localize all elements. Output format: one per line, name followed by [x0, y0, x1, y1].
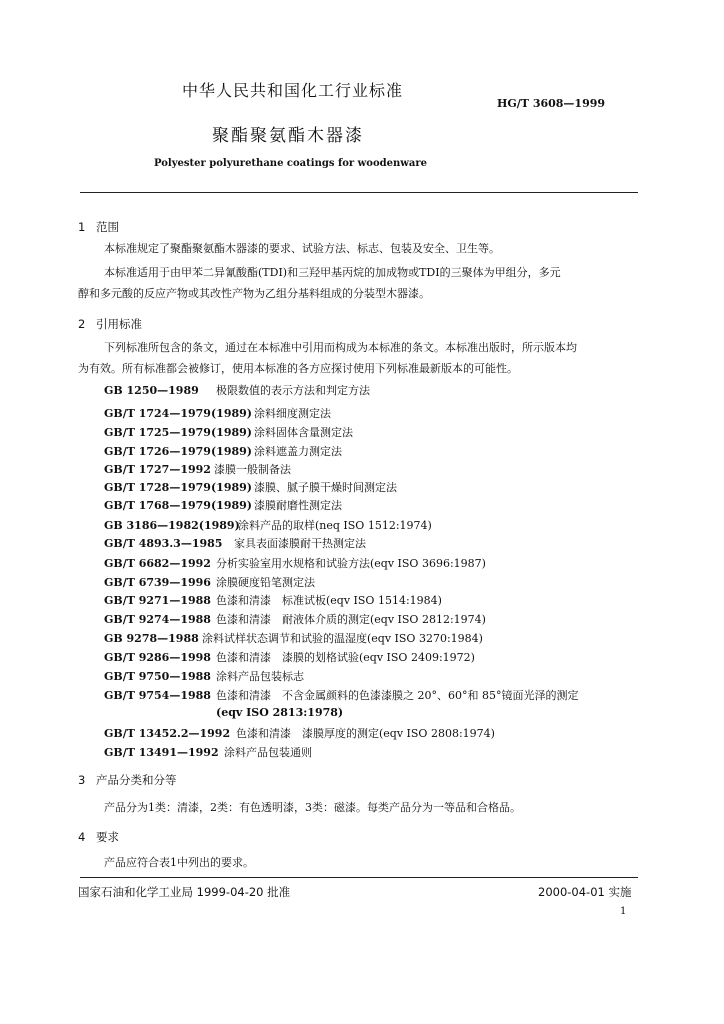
- reference-item: [104, 574, 315, 590]
- reference-title: 色漆和清漆 漆膜的划格试验(eqv ISO 2409:1972): [216, 651, 475, 664]
- reference-code: GB/T 9274—1988: [104, 613, 211, 626]
- reference-title: 涂膜硬度铅笔测定法: [216, 576, 315, 589]
- reference-code: GB/T 9286—1998: [104, 651, 211, 664]
- section-2-paragraph-line-2: 为有效。所有标准都会被修订，使用本标准的各方应探讨使用下列标准最新版本的可能性。: [78, 362, 518, 375]
- reference-item: [104, 535, 366, 551]
- section-2-paragraph-line-1: 下列标准所包含的条文，通过在本标准中引用而构成为本标准的条文。本标准出版时，所示版本均: [104, 341, 577, 354]
- document-subtitle: Polyester polyurethane coatings for woodenware: [154, 158, 427, 169]
- reference-title: 极限数值的表示方法和判定方法: [216, 384, 370, 397]
- section-4-heading: [78, 829, 119, 845]
- reference-item: [104, 744, 312, 760]
- section-number: 1: [78, 220, 86, 234]
- reference-item: [104, 461, 291, 477]
- reference-title: 色漆和清漆 标准试板(eqv ISO 1514:1984): [216, 594, 442, 607]
- reference-title: 涂料试样状态调节和试验的温湿度(eqv ISO 3270:1984): [202, 632, 483, 645]
- section-2-heading: [78, 316, 142, 332]
- reference-item: [104, 611, 486, 627]
- reference-item: [104, 497, 342, 513]
- reference-item: [104, 725, 495, 741]
- reference-title: 漆膜一般制备法: [214, 463, 291, 476]
- section-1-paragraph-2-line-1: 本标准适用于由甲苯二异氰酸酯(TDI)和三羟甲基丙烷的加成物或TDI的三聚体为甲组分，多元: [104, 266, 561, 279]
- reference-title: 色漆和清漆 漆膜厚度的测定(eqv ISO 2808:1974): [236, 727, 495, 740]
- reference-item: [104, 687, 578, 703]
- reference-title: 涂料细度测定法: [254, 407, 331, 420]
- section-title: 范围: [96, 220, 119, 234]
- reference-code: GB/T 1728—1979(1989): [104, 481, 252, 494]
- reference-code: GB 9278—1988: [104, 632, 199, 645]
- reference-item: [104, 630, 483, 646]
- reference-title: 家具表面漆膜耐干热测定法: [234, 537, 366, 550]
- reference-code: GB/T 1768—1979(1989): [104, 499, 252, 512]
- reference-item: [104, 649, 475, 665]
- reference-title: (eqv ISO 2813:1978): [216, 706, 344, 719]
- reference-item: [104, 517, 432, 533]
- reference-title: 漆膜、腻子膜干燥时间测定法: [254, 481, 397, 494]
- reference-code: GB/T 1725—1979(1989): [104, 426, 252, 439]
- reference-title: 分析实验室用水规格和试验方法(eqv ISO 3696:1987): [216, 557, 486, 570]
- section-1-paragraph-1: 本标准规定了聚酯聚氨酯木器漆的要求、试验方法、标志、包装及安全、卫生等。: [104, 242, 500, 255]
- reference-code: GB/T 6739—1996: [104, 576, 211, 589]
- reference-title: 涂料产品包装通则: [224, 746, 312, 759]
- header-divider: [80, 192, 638, 193]
- reference-title: 涂料产品的取样(neq ISO 1512:1974): [238, 519, 432, 532]
- reference-item: [104, 555, 486, 571]
- document-title: 聚酯聚氨酯木器漆: [212, 126, 364, 146]
- reference-code: GB/T 13452.2—1992: [104, 727, 231, 740]
- reference-title: 漆膜耐磨性测定法: [254, 499, 342, 512]
- reference-code: GB 3186—1982(1989): [104, 519, 240, 532]
- section-number: 2: [78, 317, 86, 331]
- standard-header: 中华人民共和国化工行业标准: [182, 81, 404, 100]
- section-number: 3: [78, 773, 86, 787]
- effective-date: 2000-04-01 实施: [538, 885, 632, 899]
- section-1-paragraph-2-line-2: 醇和多元酸的反应产物或其改性产物为乙组分基料组成的分装型木器漆。: [78, 287, 430, 300]
- section-4-paragraph: 产品应符合表1中列出的要求。: [104, 856, 254, 869]
- reference-item: [104, 443, 342, 459]
- reference-code: GB/T 9271—1988: [104, 594, 211, 607]
- reference-item: [104, 668, 304, 684]
- section-number: 4: [78, 830, 86, 844]
- reference-title: 涂料固体含量测定法: [254, 426, 353, 439]
- section-3-paragraph: 产品分为1类：清漆，2类：有色透明漆，3类：磁漆。每类产品分为一等品和合格品。: [104, 801, 521, 814]
- reference-title: 色漆和清漆 不含金属颜料的色漆漆膜之 20°、60°和 85°镜面光泽的测定: [216, 689, 579, 702]
- reference-item: [104, 424, 353, 440]
- section-title: 产品分类和分等: [96, 773, 177, 787]
- reference-item: [104, 382, 370, 398]
- standard-code: HG/T 3608—1999: [497, 97, 606, 110]
- footer-divider: [80, 877, 638, 878]
- reference-code: GB/T 1724—1979(1989): [104, 407, 252, 420]
- reference-code: GB/T 9750—1988: [104, 670, 211, 683]
- page-number: 1: [620, 906, 627, 917]
- section-title: 引用标准: [96, 317, 142, 331]
- section-3-heading: [78, 772, 177, 788]
- section-1-heading: [78, 219, 119, 235]
- reference-item: [104, 592, 442, 608]
- reference-code: GB/T 4893.3—1985: [104, 537, 223, 550]
- reference-code: GB/T 1726—1979(1989): [104, 445, 252, 458]
- reference-title: 涂料产品包装标志: [216, 670, 304, 683]
- reference-code: GB 1250—1989: [104, 384, 199, 397]
- reference-code: GB/T 1727—1992: [104, 463, 211, 476]
- approval-date: 国家石油和化学工业局 1999-04-20 批准: [78, 885, 291, 899]
- reference-item: [104, 479, 397, 495]
- reference-code: GB/T 9754—1988: [104, 689, 211, 702]
- section-title: 要求: [96, 830, 119, 844]
- reference-title: 涂料遮盖力测定法: [254, 445, 342, 458]
- reference-code: GB/T 6682—1992: [104, 557, 211, 570]
- reference-title: 色漆和清漆 耐液体介质的测定(eqv ISO 2812:1974): [216, 613, 486, 626]
- reference-code: GB/T 13491—1992: [104, 746, 219, 759]
- reference-item-continuation: [216, 706, 343, 719]
- reference-item: [104, 405, 331, 421]
